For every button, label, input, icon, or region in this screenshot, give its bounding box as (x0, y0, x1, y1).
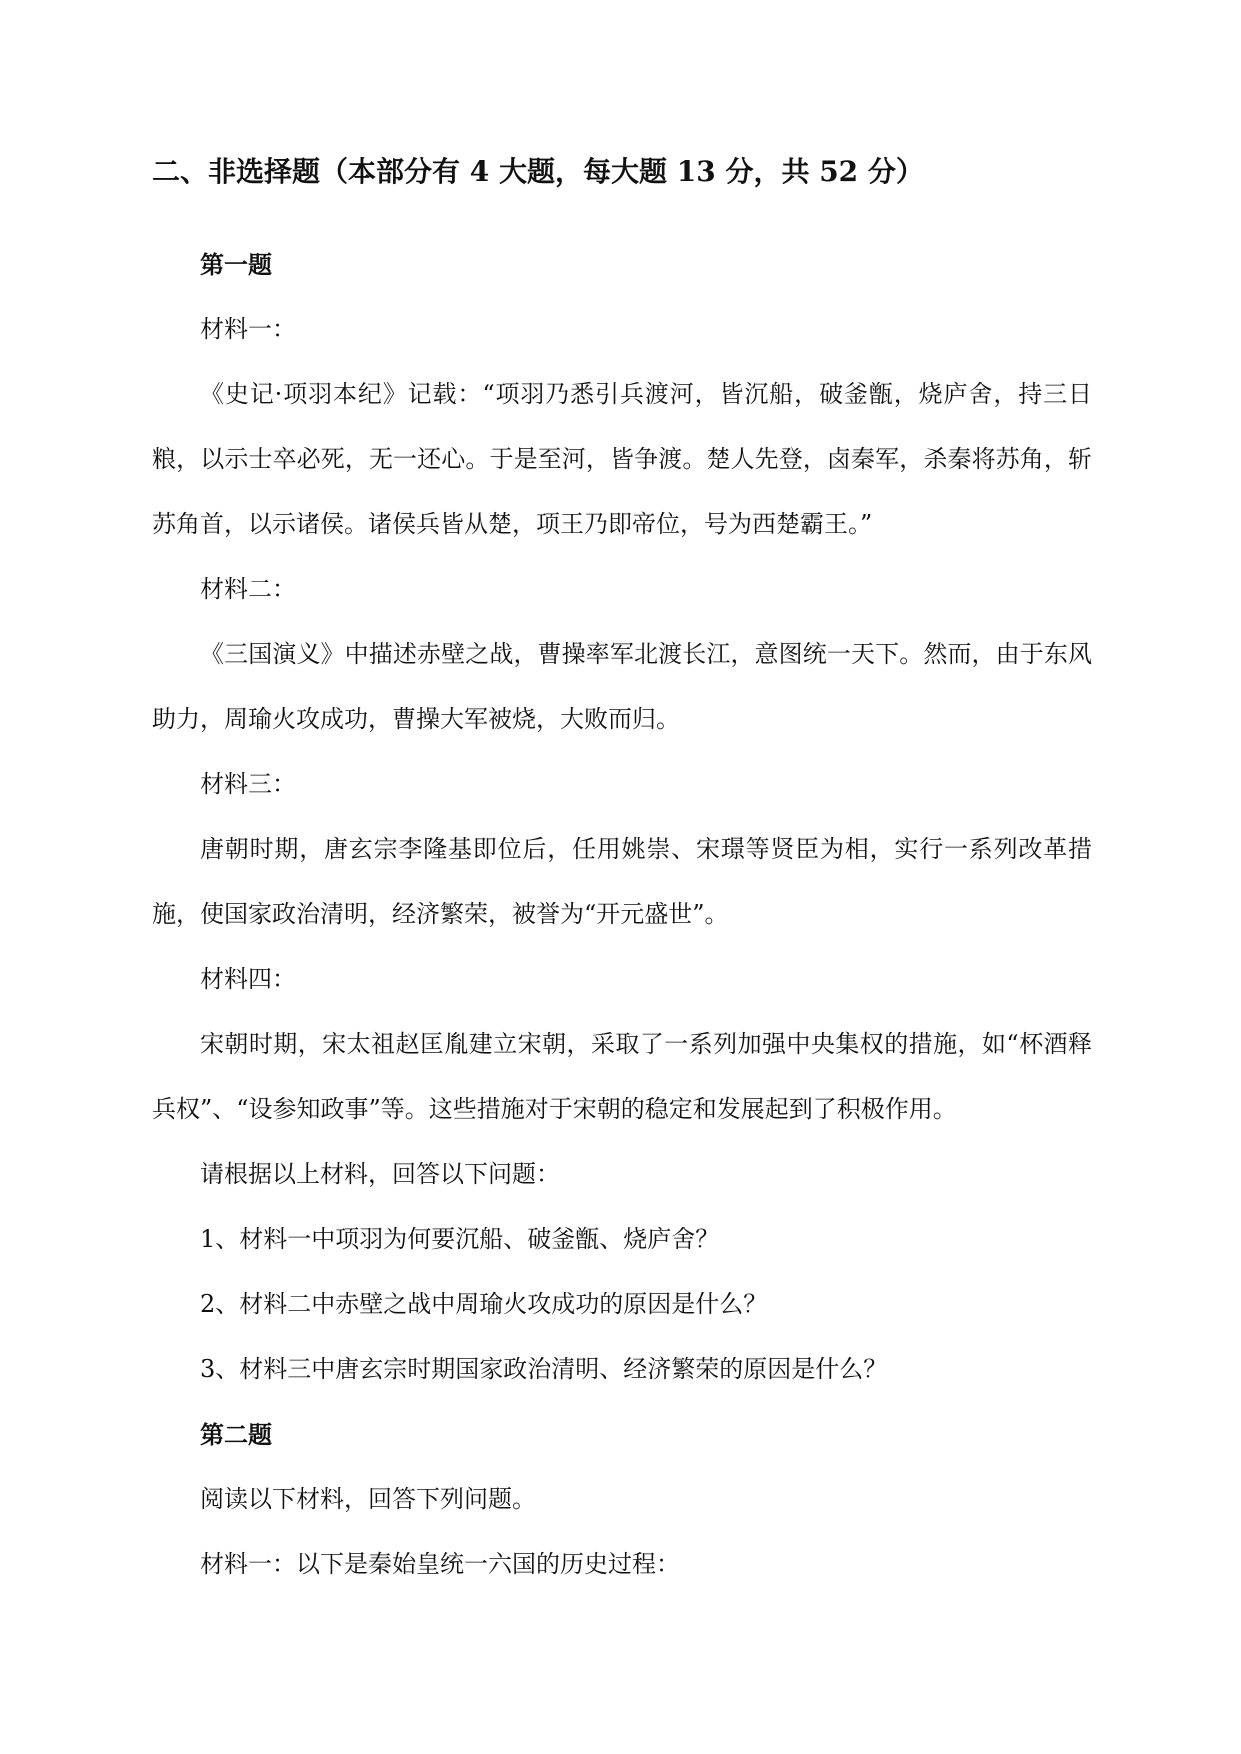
question-prompt: 请根据以上材料，回答以下问题： (200, 1160, 560, 1188)
material-1-label: 材料一： (200, 315, 296, 343)
question-1-heading: 第一题 (200, 250, 272, 279)
question-item-3: 3、材料三中唐玄宗时期国家政治清明、经济繁荣的原因是什么？ (200, 1355, 888, 1383)
section-content (152, 232, 1092, 1597)
section-title: 二、非选择题（本部分有 4 大题，每大题 13 分，共 52 分） (152, 155, 924, 188)
question-item-2: 2、材料二中赤壁之战中周瑜火攻成功的原因是什么？ (200, 1290, 768, 1318)
material-4-label: 材料四： (200, 965, 296, 993)
question-2-heading: 第二题 (200, 1420, 272, 1449)
material-2-label: 材料二： (200, 575, 296, 603)
question-2-intro: 阅读以下材料，回答下列问题。 (200, 1485, 536, 1513)
material-1-text: 《史记·项羽本纪》记载：“项羽乃悉引兵渡河，皆沉船，破釜甑，烧庐舍，持三日粮，以示士卒必死，无一还心。于是至河，皆争渡。楚人先登，卤秦军，杀秦将苏角，斩苏角首，以示诸侯。诸侯兵皆从楚，项王乃即帝位，号为西楚霸王。” (152, 380, 1092, 538)
material-4-text: 宋朝时期，宋太祖赵匡胤建立宋朝，采取了一系列加强中央集权的措施，如“杯酒释兵权”、“设参知政事”等。这些措施对于宋朝的稳定和发展起到了积极作用。 (152, 1030, 1092, 1123)
question-2-material-1: 材料一：以下是秦始皇统一六国的历史过程： (200, 1550, 680, 1578)
material-3-label: 材料三： (200, 770, 296, 798)
question-item-1: 1、材料一中项羽为何要沉船、破釜甑、烧庐舍？ (200, 1225, 720, 1253)
material-3-text: 唐朝时期，唐玄宗李隆基即位后，任用姚崇、宋璟等贤臣为相，实行一系列改革措施，使国家政治清明，经济繁荣，被誉为“开元盛世”。 (152, 835, 1092, 928)
material-2-text: 《三国演义》中描述赤壁之战，曹操率军北渡长江，意图统一天下。然而，由于东风助力，周瑜火攻成功，曹操大军被烧，大败而归。 (152, 640, 1092, 733)
